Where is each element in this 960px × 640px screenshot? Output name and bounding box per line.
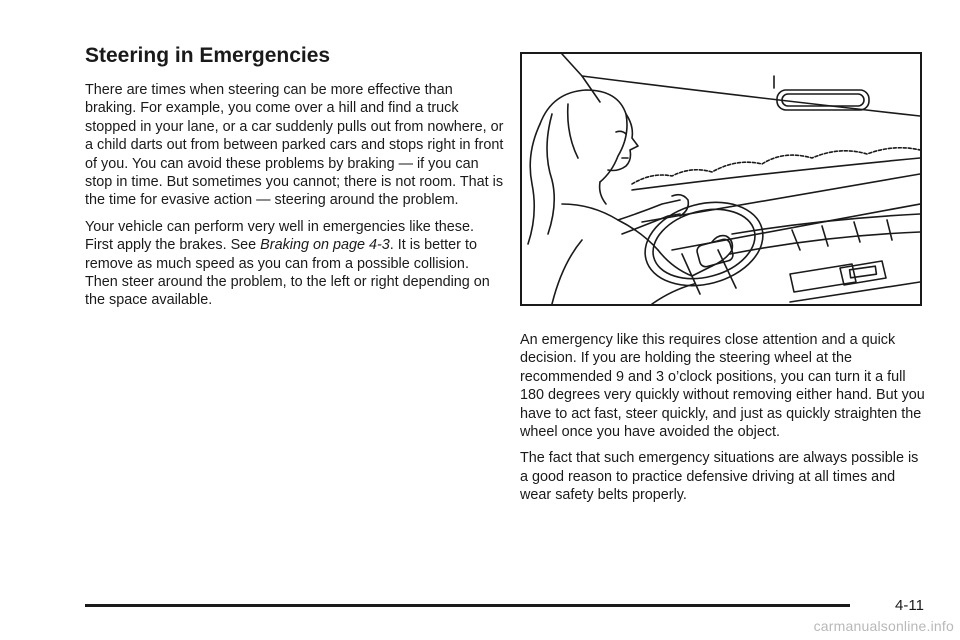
paragraph-text-start: Your vehicle can perform very well in emergencies like these. First apply the brakes. See [85, 218, 474, 254]
watermark-text: carmanualsonline.info [813, 618, 954, 634]
left-column [85, 81, 505, 318]
page-number: 4-11 [895, 597, 924, 614]
footer-rule [85, 604, 850, 607]
paragraph-vehicle-performance [85, 218, 505, 310]
paragraph-steering-intro: There are times when steering can be more effective than braking. For example, you come over a hill and find a truck stopped in your lane, or a car suddenly pulls out from nowhere, or a child darts out from between parked cars and stops right in front of you. You can avoid these problems by braking — if you can stop in time. But sometimes you cannot; there is not room. That is the time for evasive action — steering around the problem. [85, 82, 504, 209]
right-column [520, 331, 930, 513]
paragraph-defensive-driving: The fact that such emergency situations are always possible is a good reason to practice defensive driving at all times and wear safety belts properly. [520, 450, 919, 504]
driver-illustration [520, 52, 922, 306]
paragraph-emergency-decision: An emergency like this requires close attention and a quick decision. If you are holding the steering wheel at the recommended 9 and 3 o’clock positions, you can turn it a full 180 degrees very quickly without removing either hand. But you have to act fast, steer quickly, and just as quickly straighten the wheel once you have avoided the object. [520, 332, 925, 441]
paragraph-text-end: . It is better to remove as much speed as you can from a possible collision. Then steer around the problem, to the left or right depending on the space available. [85, 237, 490, 309]
section-heading: Steering in Emergencies [85, 44, 331, 67]
braking-page-reference[interactable]: Braking on page 4-3 [260, 237, 390, 254]
